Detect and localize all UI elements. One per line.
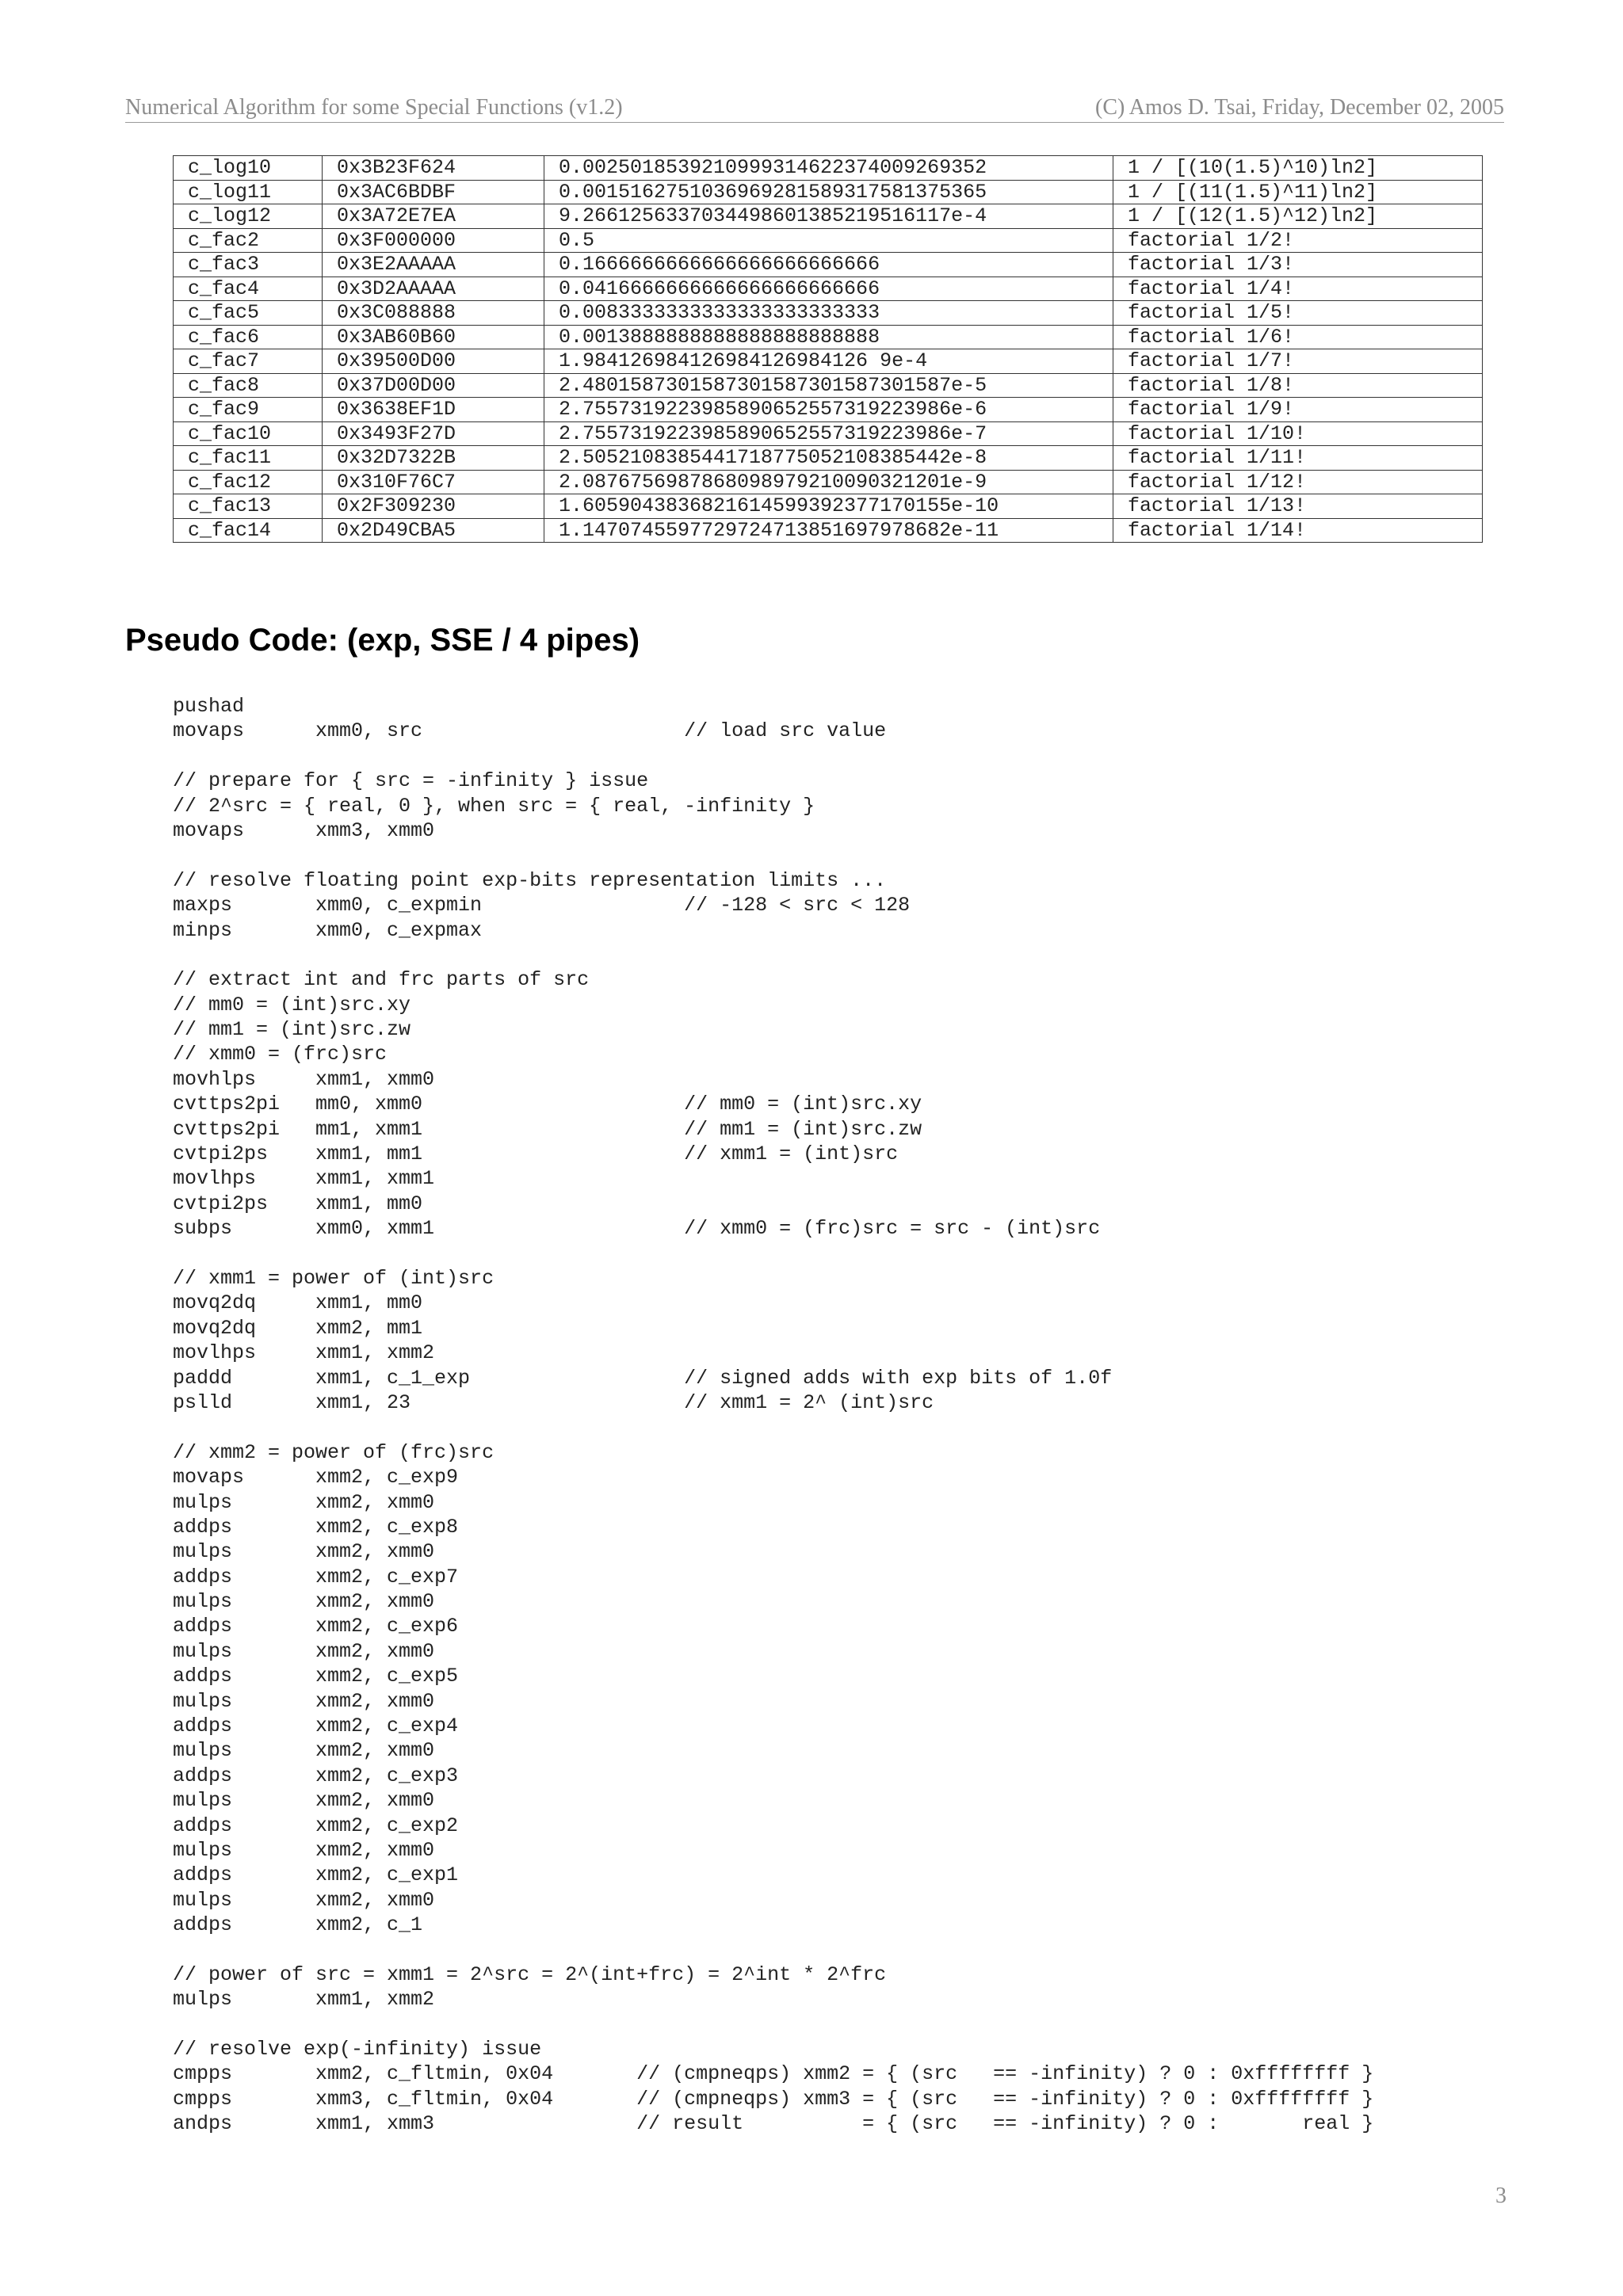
section-title: Pseudo Code: (exp, SSE / 4 pipes): [125, 623, 640, 658]
hex-value-cell: 0x3638EF1D: [323, 398, 544, 422]
code-line: movaps xmm0, src // load src value: [173, 719, 887, 743]
code-line: [173, 943, 1373, 967]
description-cell: factorial 1/4!: [1113, 277, 1483, 301]
code-line: [173, 1241, 1373, 1266]
code-line: // resolve exp(-infinity) issue: [173, 2038, 542, 2061]
hex-value-cell: 0x2D49CBA5: [323, 518, 544, 543]
code-line: movq2dq xmm1, mm0: [173, 1291, 423, 1315]
code-line: // mm0 = (int)src.xy: [173, 993, 411, 1016]
code-line: maxps xmm0, c_expmin // -128 < src < 128: [173, 894, 911, 917]
description-cell: factorial 1/8!: [1113, 373, 1483, 398]
code-line: [173, 843, 1373, 868]
decimal-value-cell: 0.0025018539210999314622374009269352: [544, 156, 1113, 181]
constant-name-cell: c_fac12: [174, 470, 323, 494]
code-line: addps xmm2, c_exp2: [173, 1814, 459, 1837]
constants-table: [173, 155, 1483, 543]
hex-value-cell: 0x3E2AAAAA: [323, 253, 544, 277]
code-line: andps xmm1, xmm3 // result = { (src == -infinity) ? 0 : real }: [173, 2112, 1374, 2136]
code-line: pslld xmm1, 23 // xmm1 = 2^ (int)src: [173, 1390, 934, 1414]
code-line: addps xmm2, c_exp5: [173, 1665, 459, 1688]
code-line: cvttps2pi mm1, xmm1 // mm1 = (int)src.zw: [173, 1117, 922, 1141]
code-line: // xmm1 = power of (int)src: [173, 1266, 495, 1290]
decimal-value-cell: 9.2661256337034498601385219516117e-4: [544, 204, 1113, 229]
decimal-value-cell: 0.0083333333333333333333333: [544, 301, 1113, 326]
hex-value-cell: 0x3B23F624: [323, 156, 544, 181]
code-line: mulps xmm1, xmm2: [173, 1988, 435, 2012]
table-row: [174, 253, 1483, 277]
table-row: [174, 494, 1483, 519]
description-cell: factorial 1/6!: [1113, 325, 1483, 349]
header-rule: [125, 122, 1504, 123]
code-line: addps xmm2, c_1: [173, 1913, 423, 1937]
decimal-value-cell: 1.1470745597729724713851697978682e-11: [544, 518, 1113, 543]
code-line: movhlps xmm1, xmm0: [173, 1067, 435, 1091]
table-row: [174, 349, 1483, 374]
table-row: [174, 325, 1483, 349]
code-line: mulps xmm2, xmm0: [173, 1838, 435, 1862]
running-header-copyright: (C) Amos D. Tsai, Friday, December 02, 2005: [1095, 95, 1504, 120]
code-line: addps xmm2, c_exp4: [173, 1714, 459, 1738]
constant-name-cell: c_fac3: [174, 253, 323, 277]
constant-name-cell: c_fac14: [174, 518, 323, 543]
description-cell: factorial 1/11!: [1113, 446, 1483, 471]
constant-name-cell: c_fac7: [174, 349, 323, 374]
code-line: mulps xmm2, xmm0: [173, 1490, 435, 1514]
code-line: // xmm2 = power of (frc)src: [173, 1440, 495, 1464]
decimal-value-cell: 2.7557319223985890652557319223986e-6: [544, 398, 1113, 422]
code-line: addps xmm2, c_exp8: [173, 1515, 459, 1539]
code-line: mulps xmm2, xmm0: [173, 1789, 435, 1813]
code-line: paddd xmm1, c_1_exp // signed adds with exp bits of 1.0f: [173, 1366, 1113, 1390]
code-line: // prepare for { src = -infinity } issue: [173, 769, 649, 793]
code-line: addps xmm2, c_exp1: [173, 1863, 459, 1887]
code-line: minps xmm0, c_expmax: [173, 918, 483, 942]
table-row: [174, 180, 1483, 204]
code-line: addps xmm2, c_exp6: [173, 1615, 459, 1638]
description-cell: factorial 1/9!: [1113, 398, 1483, 422]
table-row: [174, 446, 1483, 471]
constant-name-cell: c_fac11: [174, 446, 323, 471]
description-cell: factorial 1/13!: [1113, 494, 1483, 519]
hex-value-cell: 0x39500D00: [323, 349, 544, 374]
table-row: [174, 518, 1483, 543]
description-cell: 1 / [(11(1.5)^11)ln2]: [1113, 180, 1483, 204]
hex-value-cell: 0x3A72E7EA: [323, 204, 544, 229]
constant-name-cell: c_log12: [174, 204, 323, 229]
decimal-value-cell: 1.984126984126984126984126 9e-4: [544, 349, 1113, 374]
hex-value-cell: 0x3493F27D: [323, 421, 544, 446]
constant-name-cell: c_log11: [174, 180, 323, 204]
code-line: mulps xmm2, xmm0: [173, 1590, 435, 1614]
table-row: [174, 373, 1483, 398]
code-line: [173, 1938, 1373, 1962]
hex-value-cell: 0x37D00D00: [323, 373, 544, 398]
hex-value-cell: 0x3AB60B60: [323, 325, 544, 349]
table-row: [174, 204, 1483, 229]
table-row: [174, 470, 1483, 494]
code-line: mulps xmm2, xmm0: [173, 1689, 435, 1713]
decimal-value-cell: 0.0015162751036969281589317581375365: [544, 180, 1113, 204]
page-number: 3: [1495, 2183, 1507, 2208]
constant-name-cell: c_fac4: [174, 277, 323, 301]
constant-name-cell: c_fac2: [174, 228, 323, 253]
constant-name-cell: c_fac9: [174, 398, 323, 422]
code-line: // resolve floating point exp-bits representation limits ...: [173, 868, 887, 892]
hex-value-cell: 0x310F76C7: [323, 470, 544, 494]
description-cell: factorial 1/3!: [1113, 253, 1483, 277]
code-line: cvtpi2ps xmm1, mm1 // xmm1 = (int)src: [173, 1142, 899, 1166]
decimal-value-cell: 1.6059043836821614599392377170155e-10: [544, 494, 1113, 519]
code-line: mulps xmm2, xmm0: [173, 1540, 435, 1564]
description-cell: factorial 1/7!: [1113, 349, 1483, 374]
decimal-value-cell: 0.0013888888888888888888888: [544, 325, 1113, 349]
code-line: // 2^src = { real, 0 }, when src = { real, -infinity }: [173, 794, 815, 818]
description-cell: factorial 1/5!: [1113, 301, 1483, 326]
code-line: cvtpi2ps xmm1, mm0: [173, 1192, 423, 1215]
description-cell: 1 / [(10(1.5)^10)ln2]: [1113, 156, 1483, 181]
code-line: [173, 2012, 1373, 2037]
description-cell: factorial 1/10!: [1113, 421, 1483, 446]
code-line: movq2dq xmm2, mm1: [173, 1316, 423, 1340]
decimal-value-cell: 0.5: [544, 228, 1113, 253]
table-row: [174, 398, 1483, 422]
code-line: // extract int and frc parts of src: [173, 968, 590, 992]
constant-name-cell: c_fac10: [174, 421, 323, 446]
decimal-value-cell: 2.4801587301587301587301587301587e-5: [544, 373, 1113, 398]
hex-value-cell: 0x3C088888: [323, 301, 544, 326]
code-line: movaps xmm2, c_exp9: [173, 1466, 459, 1489]
running-header-title: Numerical Algorithm for some Special Functions (v1.2): [125, 95, 623, 120]
description-cell: factorial 1/2!: [1113, 228, 1483, 253]
code-line: cmpps xmm3, c_fltmin, 0x04 // (cmpneqps) xmm3 = { (src == -infinity) ? 0 : 0xffffffff }: [173, 2087, 1374, 2111]
code-line: cvttps2pi mm0, xmm0 // mm0 = (int)src.xy: [173, 1093, 922, 1116]
code-line: movlhps xmm1, xmm2: [173, 1341, 435, 1365]
table-row: [174, 421, 1483, 446]
code-line: cmpps xmm2, c_fltmin, 0x04 // (cmpneqps) xmm2 = { (src == -infinity) ? 0 : 0xffffffff }: [173, 2062, 1374, 2086]
description-cell: factorial 1/14!: [1113, 518, 1483, 543]
decimal-value-cell: 0.1666666666666666666666666: [544, 253, 1113, 277]
decimal-value-cell: 2.5052108385441718775052108385442e-8: [544, 446, 1113, 471]
code-line: mulps xmm2, xmm0: [173, 1888, 435, 1912]
table-row: [174, 228, 1483, 253]
code-line: subps xmm0, xmm1 // xmm0 = (frc)src = src - (int)src: [173, 1217, 1101, 1241]
decimal-value-cell: 0.0416666666666666666666666: [544, 277, 1113, 301]
hex-value-cell: 0x3AC6BDBF: [323, 180, 544, 204]
hex-value-cell: 0x2F309230: [323, 494, 544, 519]
decimal-value-cell: 2.0876756987868098979210090321201e-9: [544, 470, 1113, 494]
constant-name-cell: c_fac6: [174, 325, 323, 349]
code-line: // xmm0 = (frc)src: [173, 1043, 388, 1066]
hex-value-cell: 0x3F000000: [323, 228, 544, 253]
table-row: [174, 301, 1483, 326]
code-line: [173, 744, 1373, 769]
table-row: [174, 277, 1483, 301]
code-line: addps xmm2, c_exp3: [173, 1764, 459, 1787]
table-row: [174, 156, 1483, 181]
code-line: // mm1 = (int)src.zw: [173, 1018, 411, 1042]
hex-value-cell: 0x3D2AAAAA: [323, 277, 544, 301]
constant-name-cell: c_log10: [174, 156, 323, 181]
hex-value-cell: 0x32D7322B: [323, 446, 544, 471]
code-line: // power of src = xmm1 = 2^src = 2^(int+frc) = 2^int * 2^frc: [173, 1962, 887, 1986]
code-line: movaps xmm3, xmm0: [173, 818, 435, 842]
decimal-value-cell: 2.7557319223985890652557319223986e-7: [544, 421, 1113, 446]
description-cell: factorial 1/12!: [1113, 470, 1483, 494]
code-line: mulps xmm2, xmm0: [173, 1639, 435, 1663]
code-line: mulps xmm2, xmm0: [173, 1739, 435, 1763]
pseudo-code-block: [173, 694, 1373, 2137]
constant-name-cell: c_fac13: [174, 494, 323, 519]
code-line: movlhps xmm1, xmm1: [173, 1167, 435, 1191]
constant-name-cell: c_fac5: [174, 301, 323, 326]
code-line: addps xmm2, c_exp7: [173, 1565, 459, 1589]
constant-name-cell: c_fac8: [174, 373, 323, 398]
code-line: pushad: [173, 695, 245, 718]
code-line: [173, 1415, 1373, 1440]
description-cell: 1 / [(12(1.5)^12)ln2]: [1113, 204, 1483, 229]
